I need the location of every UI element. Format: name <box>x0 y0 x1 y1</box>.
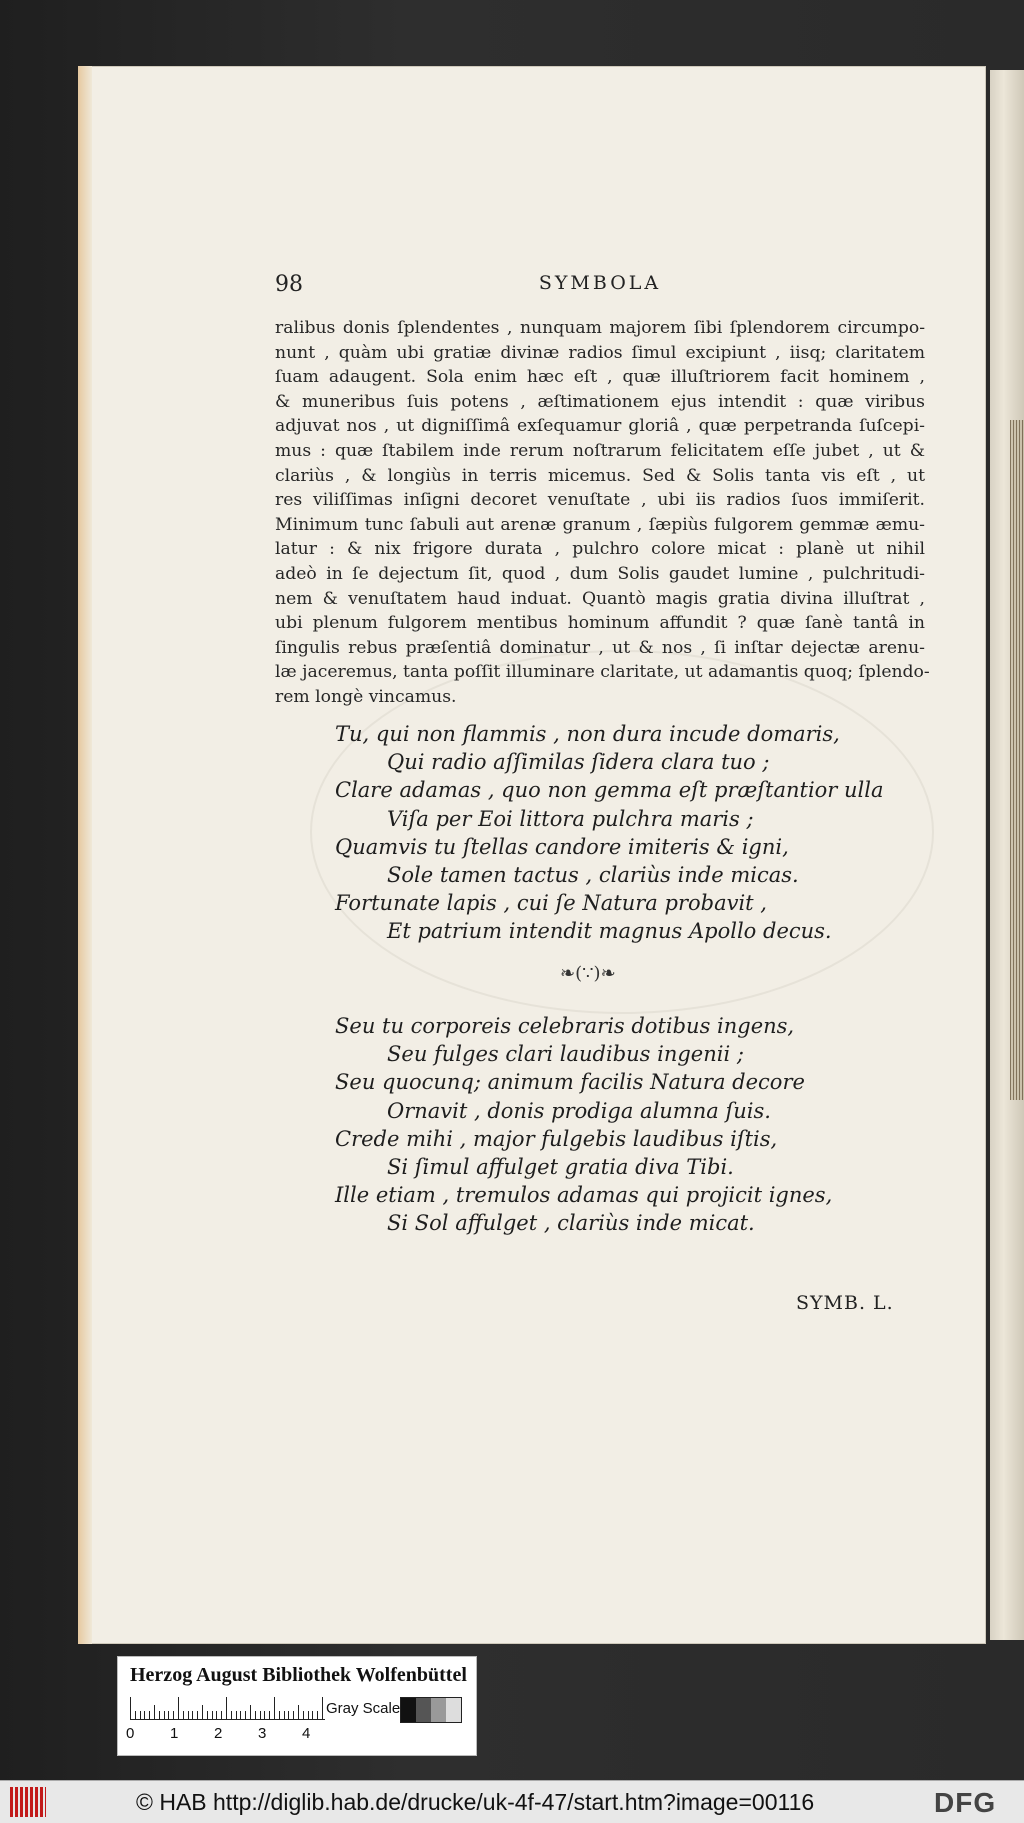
ruler-tick <box>231 1711 232 1719</box>
ruler-number: 0 <box>126 1725 135 1742</box>
prose-line: mus : quæ ſtabilem inde rerum noſtrarum felicitatem eſſe jubet , ut & <box>275 440 925 461</box>
ruler-tick <box>207 1711 208 1719</box>
prose-line: læ jaceremus, tanta poſſit illuminare claritate, ut adamantis quoq; ſplendo- <box>275 662 930 683</box>
verse-stanza-1 <box>335 720 935 946</box>
ruler-tick <box>245 1711 246 1719</box>
ruler-tick <box>284 1711 285 1719</box>
ruler-tick <box>264 1711 265 1719</box>
ruler-tick <box>197 1711 198 1719</box>
ruler-tick <box>135 1711 136 1719</box>
ruler-tick <box>130 1697 131 1719</box>
prose-line: res viliſſimas inſigni decoret venuſtate , ubi iis radios ſuos immiſerit. <box>275 490 925 511</box>
ruler-tick <box>159 1711 160 1719</box>
ruler-number: 1 <box>170 1725 179 1742</box>
ruler-tick <box>154 1705 155 1719</box>
page-gutter-edge <box>78 66 92 1644</box>
ruler-number: 4 <box>302 1725 311 1742</box>
ruler-tick <box>149 1711 150 1719</box>
prose-line: ſuam adaugent. Sola enim hæc eſt , quæ illuſtriorem facit hominem , <box>275 367 925 388</box>
ruler-tick <box>202 1705 203 1719</box>
prose-line: rem longè vincamus. <box>275 686 457 707</box>
prose-block <box>275 316 930 710</box>
color-reference-card <box>117 1656 477 1756</box>
ruler-tick <box>236 1711 237 1719</box>
verse-line: Ille etiam , tremulos adamas qui projicit ignes, <box>335 1183 833 1208</box>
ruler-tick <box>216 1711 217 1719</box>
prose-line: nunt , quàm ubi gratiæ divinæ radios ſimul excipiunt , iisq; claritatem <box>275 342 925 363</box>
scale-ruler <box>130 1695 325 1720</box>
ruler-tick <box>288 1711 289 1719</box>
ruler-tick <box>298 1705 299 1719</box>
verse-line: Seu tu corporeis celebraris dotibus ingens, <box>335 1014 795 1038</box>
verse-line: Sole tamen tactus , clariùs inde micas. <box>387 863 799 888</box>
ruler-tick <box>140 1711 141 1719</box>
ruler-tick <box>240 1711 241 1719</box>
verse-stanza-2 <box>335 1012 935 1238</box>
prose-line: ubi plenum fulgorem mentibus hominum affundit ? quæ ſanè tantâ in <box>275 613 925 634</box>
verse-line: Clare adamas , quo non gemma eſt præſtantior ulla <box>335 778 884 803</box>
ruler-tick <box>212 1711 213 1719</box>
ruler-tick <box>188 1711 189 1719</box>
ruler-tick <box>317 1711 318 1719</box>
ruler-tick <box>221 1711 222 1719</box>
verse-line: Seu quocunq; animum facilis Natura decore <box>335 1070 805 1095</box>
gray-swatch <box>446 1698 461 1722</box>
ruler-tick <box>322 1697 323 1719</box>
hab-logo-icon <box>10 1787 46 1817</box>
ruler-tick <box>168 1711 169 1719</box>
verse-line: Viſa per Eoi littora pulchra maris ; <box>387 806 754 831</box>
prose-line: ſingulis rebus præſentiâ dominatur , ut & nos , ſi inſtar dejectæ arenu- <box>275 637 925 658</box>
prose-line: clariùs , & longiùs in terris micemus. Sed & Solis tanta vis eſt , ut <box>275 465 925 486</box>
ruler-tick <box>144 1711 145 1719</box>
ruler-tick <box>269 1711 270 1719</box>
ornament-divider: ❧(∵)❧ <box>560 963 616 984</box>
verse-line: Fortunate lapis , cui ſe Natura probavit , <box>335 891 767 916</box>
ruler-tick <box>293 1711 294 1719</box>
ruler-tick <box>303 1711 304 1719</box>
prose-line: nem & venuſtatem haud induat. Quantò magis gratia divina illuſtrat , <box>275 588 925 609</box>
ruler-tick <box>274 1697 275 1719</box>
prose-line: ralibus donis ſplendentes , nunquam majorem ſibi ſplendorem circumpo- <box>275 318 925 338</box>
ruler-tick <box>183 1711 184 1719</box>
ruler-tick <box>308 1711 309 1719</box>
ruler-tick <box>255 1711 256 1719</box>
running-title: SYMBOLA <box>538 272 662 294</box>
ruler-tick <box>312 1711 313 1719</box>
page-header <box>275 272 925 302</box>
prose-line: adeò in ſe dejectum ſit, quod , dum Solis gaudet lumine , pulchritudi- <box>275 563 925 584</box>
prose-line: Minimum tunc ſabuli aut arenæ granum , ſæpiùs fulgorem gemmæ æmu- <box>275 514 925 535</box>
verse-line: Qui radio aſſimilas ſidera clara tuo ; <box>387 750 770 775</box>
verse-line: Crede mihi , major fulgebis laudibus iſtis, <box>335 1126 778 1151</box>
verse-line: Si Sol affulget , clariùs inde micat. <box>387 1211 755 1236</box>
gray-scale-swatches <box>400 1697 462 1723</box>
page-number: 98 <box>275 272 303 297</box>
copyright-url[interactable]: © HAB http://diglib.hab.de/drucke/uk-4f-47/start.htm?image=00116 <box>136 1789 815 1815</box>
ruler-tick <box>192 1711 193 1719</box>
ruler-tick <box>164 1711 165 1719</box>
gray-scale-label: Gray Scale <box>326 1700 401 1717</box>
viewer-footer <box>0 1780 1024 1823</box>
verse-line: Tu, qui non flammis , non dura incude domaris, <box>335 722 840 746</box>
adjacent-page-engraving-edge <box>1010 420 1024 1100</box>
ruler-tick <box>178 1697 179 1719</box>
ruler-tick <box>173 1711 174 1719</box>
gray-swatch <box>431 1698 446 1722</box>
ruler-tick <box>250 1705 251 1719</box>
gray-swatch <box>401 1698 416 1722</box>
prose-line: adjuvat nos , ut digniſſimâ exſequamur gloriâ , quæ perpetranda ſuſcepi- <box>275 416 925 437</box>
ruler-tick <box>226 1697 227 1719</box>
ruler-number: 2 <box>214 1725 223 1742</box>
card-title: Herzog August Bibliothek Wolfenbüttel <box>130 1664 467 1686</box>
ruler-tick <box>260 1711 261 1719</box>
prose-line: & muneribus ſuis potens , æſtimationem ejus intendit : quæ viribus <box>275 391 925 412</box>
ruler-tick <box>279 1711 280 1719</box>
prose-line: latur : & nix frigore durata , pulchro colore micat : planè ut nihil <box>275 539 925 560</box>
verse-line: Seu fulges clari laudibus ingenii ; <box>387 1042 744 1067</box>
verse-line: Ornavit , donis prodiga alumna ſuis. <box>387 1098 771 1123</box>
verse-line: Quamvis tu ſtellas candore imiteris & igni, <box>335 834 789 859</box>
dfg-logo: DFG <box>934 1787 997 1818</box>
ruler-number: 3 <box>258 1725 267 1742</box>
verse-line: Et patrium intendit magnus Apollo decus. <box>387 919 832 944</box>
verse-line: Si ſimul affulget gratia diva Tibi. <box>387 1155 734 1180</box>
gray-swatch <box>416 1698 431 1722</box>
catchword: SYMB. L. <box>796 1292 894 1314</box>
